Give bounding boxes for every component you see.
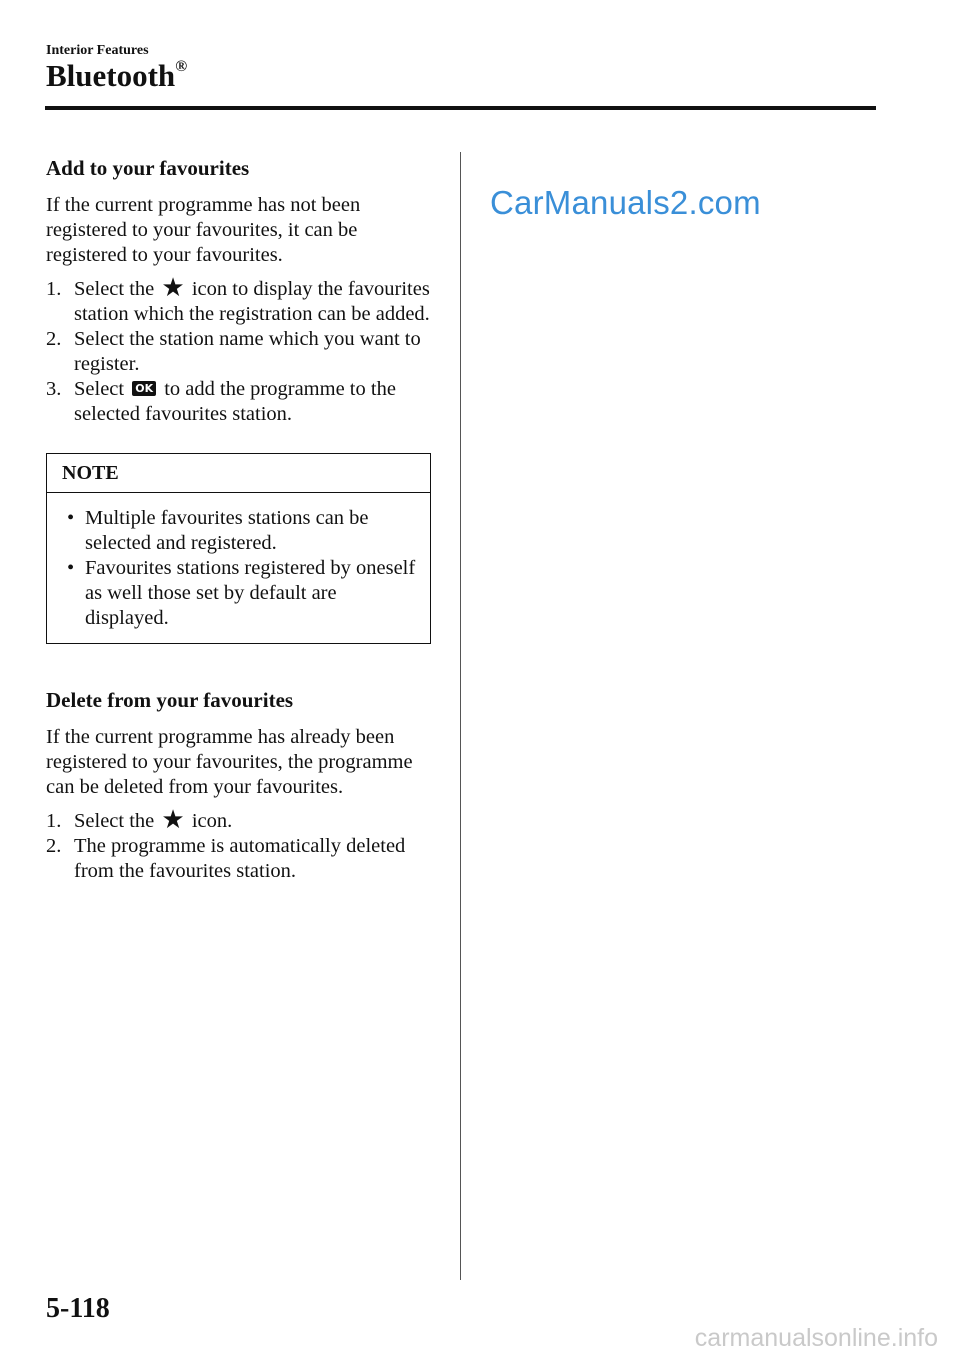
- delete-favourites-intro: If the current programme has already been registered to your favourites, the programme can be deleted from your favourites.: [46, 726, 413, 798]
- step-text: Select the station name which you want to register.: [74, 328, 421, 375]
- step-text: Select the: [74, 810, 155, 832]
- column-divider: [460, 152, 461, 1280]
- registered-mark: ®: [175, 57, 188, 75]
- ok-button-icon: OK: [132, 381, 156, 396]
- list-item: [46, 805, 438, 834]
- note-list: [47, 493, 430, 643]
- title-text: Bluetooth: [46, 58, 176, 93]
- page-title: [46, 58, 187, 94]
- step-number: 2.: [46, 835, 62, 857]
- list-item: [46, 273, 438, 327]
- note-text: Favourites stations registered by oneself as well those set by default are displayed.: [85, 557, 416, 629]
- step-number: 2.: [46, 328, 62, 350]
- left-column: [46, 156, 438, 884]
- note-text: Multiple favourites stations can be selected and registered.: [85, 507, 369, 554]
- section-label: Interior Features: [46, 43, 149, 58]
- list-item: [46, 327, 438, 377]
- list-item: [46, 377, 438, 427]
- step-text: to add the programme to the selected favourites station.: [74, 378, 396, 425]
- step-text: Select: [74, 378, 125, 400]
- note-box: [46, 453, 431, 644]
- bullet-icon: •: [67, 507, 75, 529]
- delete-favourites-steps: [46, 805, 438, 884]
- star-icon: ★: [161, 805, 185, 834]
- page-number: 5-118: [46, 1293, 110, 1324]
- list-item: [67, 506, 420, 556]
- delete-favourites-section: [46, 688, 438, 884]
- bullet-icon: •: [67, 557, 75, 579]
- star-icon: ★: [161, 273, 185, 302]
- step-number: 1.: [46, 810, 62, 832]
- add-favourites-intro: If the current programme has not been registered to your favourites, it can be registered to your favourites.: [46, 194, 361, 266]
- list-item: [46, 834, 438, 884]
- step-text: The programme is automatically deleted from the favourites station.: [74, 835, 406, 882]
- step-number: 3.: [46, 378, 62, 400]
- step-text: icon.: [191, 810, 233, 832]
- add-favourites-steps: [46, 273, 438, 427]
- footer-watermark: carmanualsonline.info: [694, 1324, 938, 1352]
- watermark: CarManuals2.com: [490, 184, 761, 221]
- step-text: Select the: [74, 278, 155, 300]
- step-text: icon to display the favourites station which the registration can be added.: [74, 278, 430, 325]
- list-item: [67, 556, 420, 631]
- delete-favourites-heading: Delete from your favourites: [46, 688, 294, 712]
- add-favourites-heading: Add to your favourites: [46, 156, 250, 180]
- step-number: 1.: [46, 278, 62, 300]
- header-rule: [45, 106, 876, 110]
- note-title: NOTE: [47, 454, 430, 493]
